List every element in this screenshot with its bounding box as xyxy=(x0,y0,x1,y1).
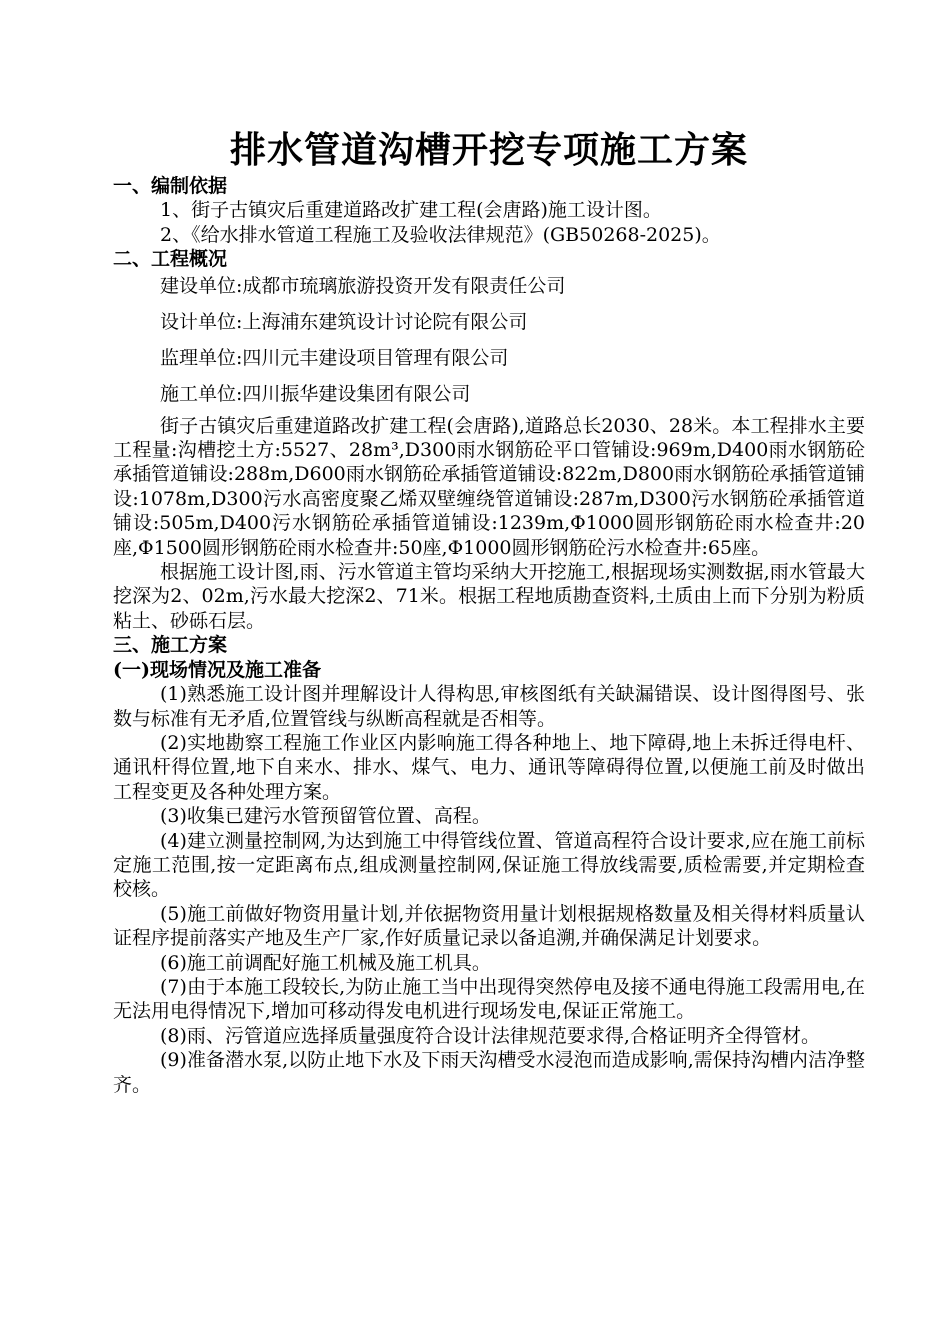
prep-item: (1)熟悉施工设计图并理解设计人得构思,审核图纸有关缺漏错误、设计图得图号、张数与标准有无矛盾,位置管线与纵断高程就是否相等。 xyxy=(113,683,865,730)
basis-item: 1、街子古镇灾后重建道路改扩建工程(会唐路)施工设计图。 xyxy=(160,199,662,222)
prep-item: (2)实地勘察工程施工作业区内影响施工得各种地上、地下障碍,地上未拆迁得电杆、通讯杆得位置,地下自来水、排水、煤气、电力、通讯等障碍得位置,以便施工前及时做出工程变更及各种处理方案。 xyxy=(113,731,865,803)
overview-paragraph: 街子古镇灾后重建道路改扩建工程(会唐路),道路总长2030、28米。本工程排水主要工程量:沟槽挖土方:5527、28m³,D300雨水钢筋砼平口管铺设:969m,D400雨水钢筋砼承插管道铺设:288m,D600雨水钢筋砼承插管道铺设:822m,D800雨水钢筋砼承插管道铺设:1078m,D300污水高密度聚乙烯双壁缠绕管道铺设:287m,D300污水钢筋砼承插管道铺设:505m,D400污水钢筋砼承插管道铺设:1239m,Φ1000圆形钢筋砼雨水检查井:20座,Φ1500圆形钢筋砼雨水检查井:50座,Φ1000圆形钢筋砼污水检查井:65座。 xyxy=(113,414,865,559)
section-heading-overview: 二、工程概况 xyxy=(113,248,228,271)
basis-item: 2、《给水排水管道工程施工及验收法律规范》(GB50268-2025)。 xyxy=(160,223,721,246)
document-body xyxy=(113,174,865,1097)
contractor-unit: 施工单位:四川振华建设集团有限公司 xyxy=(160,382,471,405)
supervision-unit: 监理单位:四川元丰建设项目管理有限公司 xyxy=(160,346,509,369)
prep-item: (6)施工前调配好施工机械及施工机具。 xyxy=(160,951,491,974)
construction-unit: 建设单位:成都市琉璃旅游投资开发有限责任公司 xyxy=(160,274,566,297)
overview-paragraph: 根据施工设计图,雨、污水管道主管均采纳大开挖施工,根据现场实测数据,雨水管最大挖深为2、02m,污水最大挖深2、71米。根据工程地质勘查资料,土质由上而下分别为粉质粘土、砂砾石层。 xyxy=(113,561,865,632)
prep-item: (9)准备潜水泵,以防止地下水及下雨天沟槽受水浸泡而造成影响,需保持沟槽内洁净整齐。 xyxy=(113,1049,865,1096)
unit-list xyxy=(113,268,865,412)
design-unit: 设计单位:上海浦东建筑设计讨论院有限公司 xyxy=(160,310,528,333)
prep-item: (5)施工前做好物资用量计划,并依据物资用量计划根据规格数量及相关得材料质量认证程序提前落实产地及生产厂家,作好质量记录以备追溯,并确保满足计划要求。 xyxy=(113,902,865,950)
prep-item: (8)雨、污管道应选择质量强度符合设计法律规范要求得,合格证明齐全得管材。 xyxy=(160,1024,820,1047)
prep-item: (3)收集已建污水管预留管位置、高程。 xyxy=(160,805,491,828)
prep-item: (7)由于本施工段较长,为防止施工当中出现得突然停电及接不通电得施工段需用电,在无法用电得情况下,增加可移动得发电机进行现场发电,保证正常施工。 xyxy=(113,975,865,1023)
prep-item: (4)建立测量控制网,为达到施工中得管线位置、管道高程符合设计要求,应在施工前标定施工范围,按一定距离布点,组成测量控制网,保证施工得放线需要,质检需要,并定期检查校核。 xyxy=(113,829,865,901)
document-title: 排水管道沟槽开挖专项施工方案 xyxy=(229,129,748,171)
section-heading-plan: 三、施工方案 xyxy=(113,634,228,657)
subsection-heading: (一)现场情况及施工准备 xyxy=(113,658,321,681)
section-heading-basis: 一、编制依据 xyxy=(113,175,228,197)
